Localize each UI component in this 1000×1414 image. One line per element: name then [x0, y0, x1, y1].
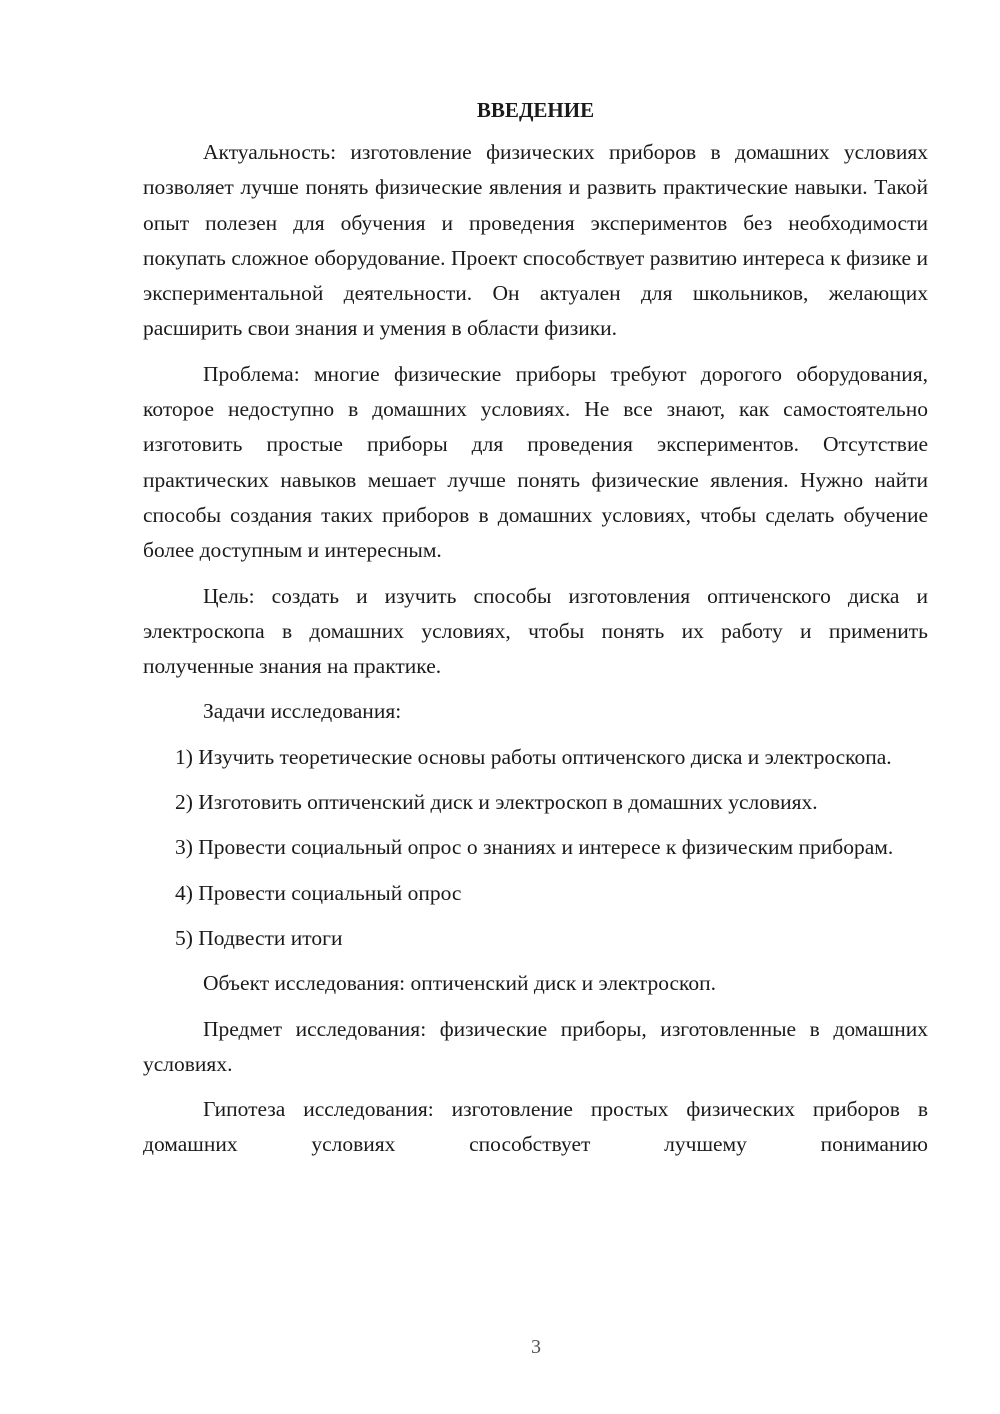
page-number: 3	[531, 1336, 541, 1358]
task-item-5: 5) Подвести итоги	[175, 925, 343, 950]
task-item-3: 3) Провести социальный опрос о знаниях и интересе к физическим приборам.	[175, 835, 894, 860]
task-item-2: 2) Изготовить оптиченский диск и электроскоп в домашних условиях.	[175, 790, 818, 815]
tasks-heading: Задачи исследования:	[203, 699, 402, 724]
goal-paragraph: Цель: создать и изучить способы изготовления оптиченского диска и электроскопа в домашних условиях, чтобы понять их работу и применить полученные знания на практике.	[143, 583, 928, 679]
document-page	[143, 95, 928, 1163]
task-item-4: 4) Провести социальный опрос	[175, 880, 462, 905]
subject-paragraph: Предмет исследования: физические приборы, изготовленные в домашних условиях.	[143, 1016, 928, 1076]
task-item-1: 1) Изучить теоретические основы работы оптиченского диска и электроскопа.	[175, 744, 892, 769]
object-paragraph: Объект исследования: оптиченский диск и электроскоп.	[203, 971, 717, 996]
hypothesis-paragraph: Гипотеза исследования: изготовление простых физических приборов в домашних условиях способствует лучшему пониманию	[143, 1097, 928, 1157]
problem-paragraph: Проблема: многие физические приборы требуют дорогого оборудования, которое недоступно в домашних условиях. Не все знают, как самостоятельно изготовить простые приборы для проведения экспериментов. Отсутствие практических навыков мешает лучше понять физические явления. Нужно найти способы создания таких приборов в домашних условиях, чтобы сделать обучение более доступным и интересным.	[143, 361, 928, 563]
page-title: ВВЕДЕНИЕ	[476, 98, 595, 122]
relevance-paragraph: Актуальность: изготовление физических приборов в домашних условиях позволяет лучше понять физические явления и развить практические навыки. Такой опыт полезен для обучения и проведения экспериментов без необходимости покупать сложное оборудование. Проект способствует развитию интереса к физике и экспериментальной деятельности. Он актуален для школьников, желающих расширить свои знания и умения в области физики.	[143, 140, 928, 341]
